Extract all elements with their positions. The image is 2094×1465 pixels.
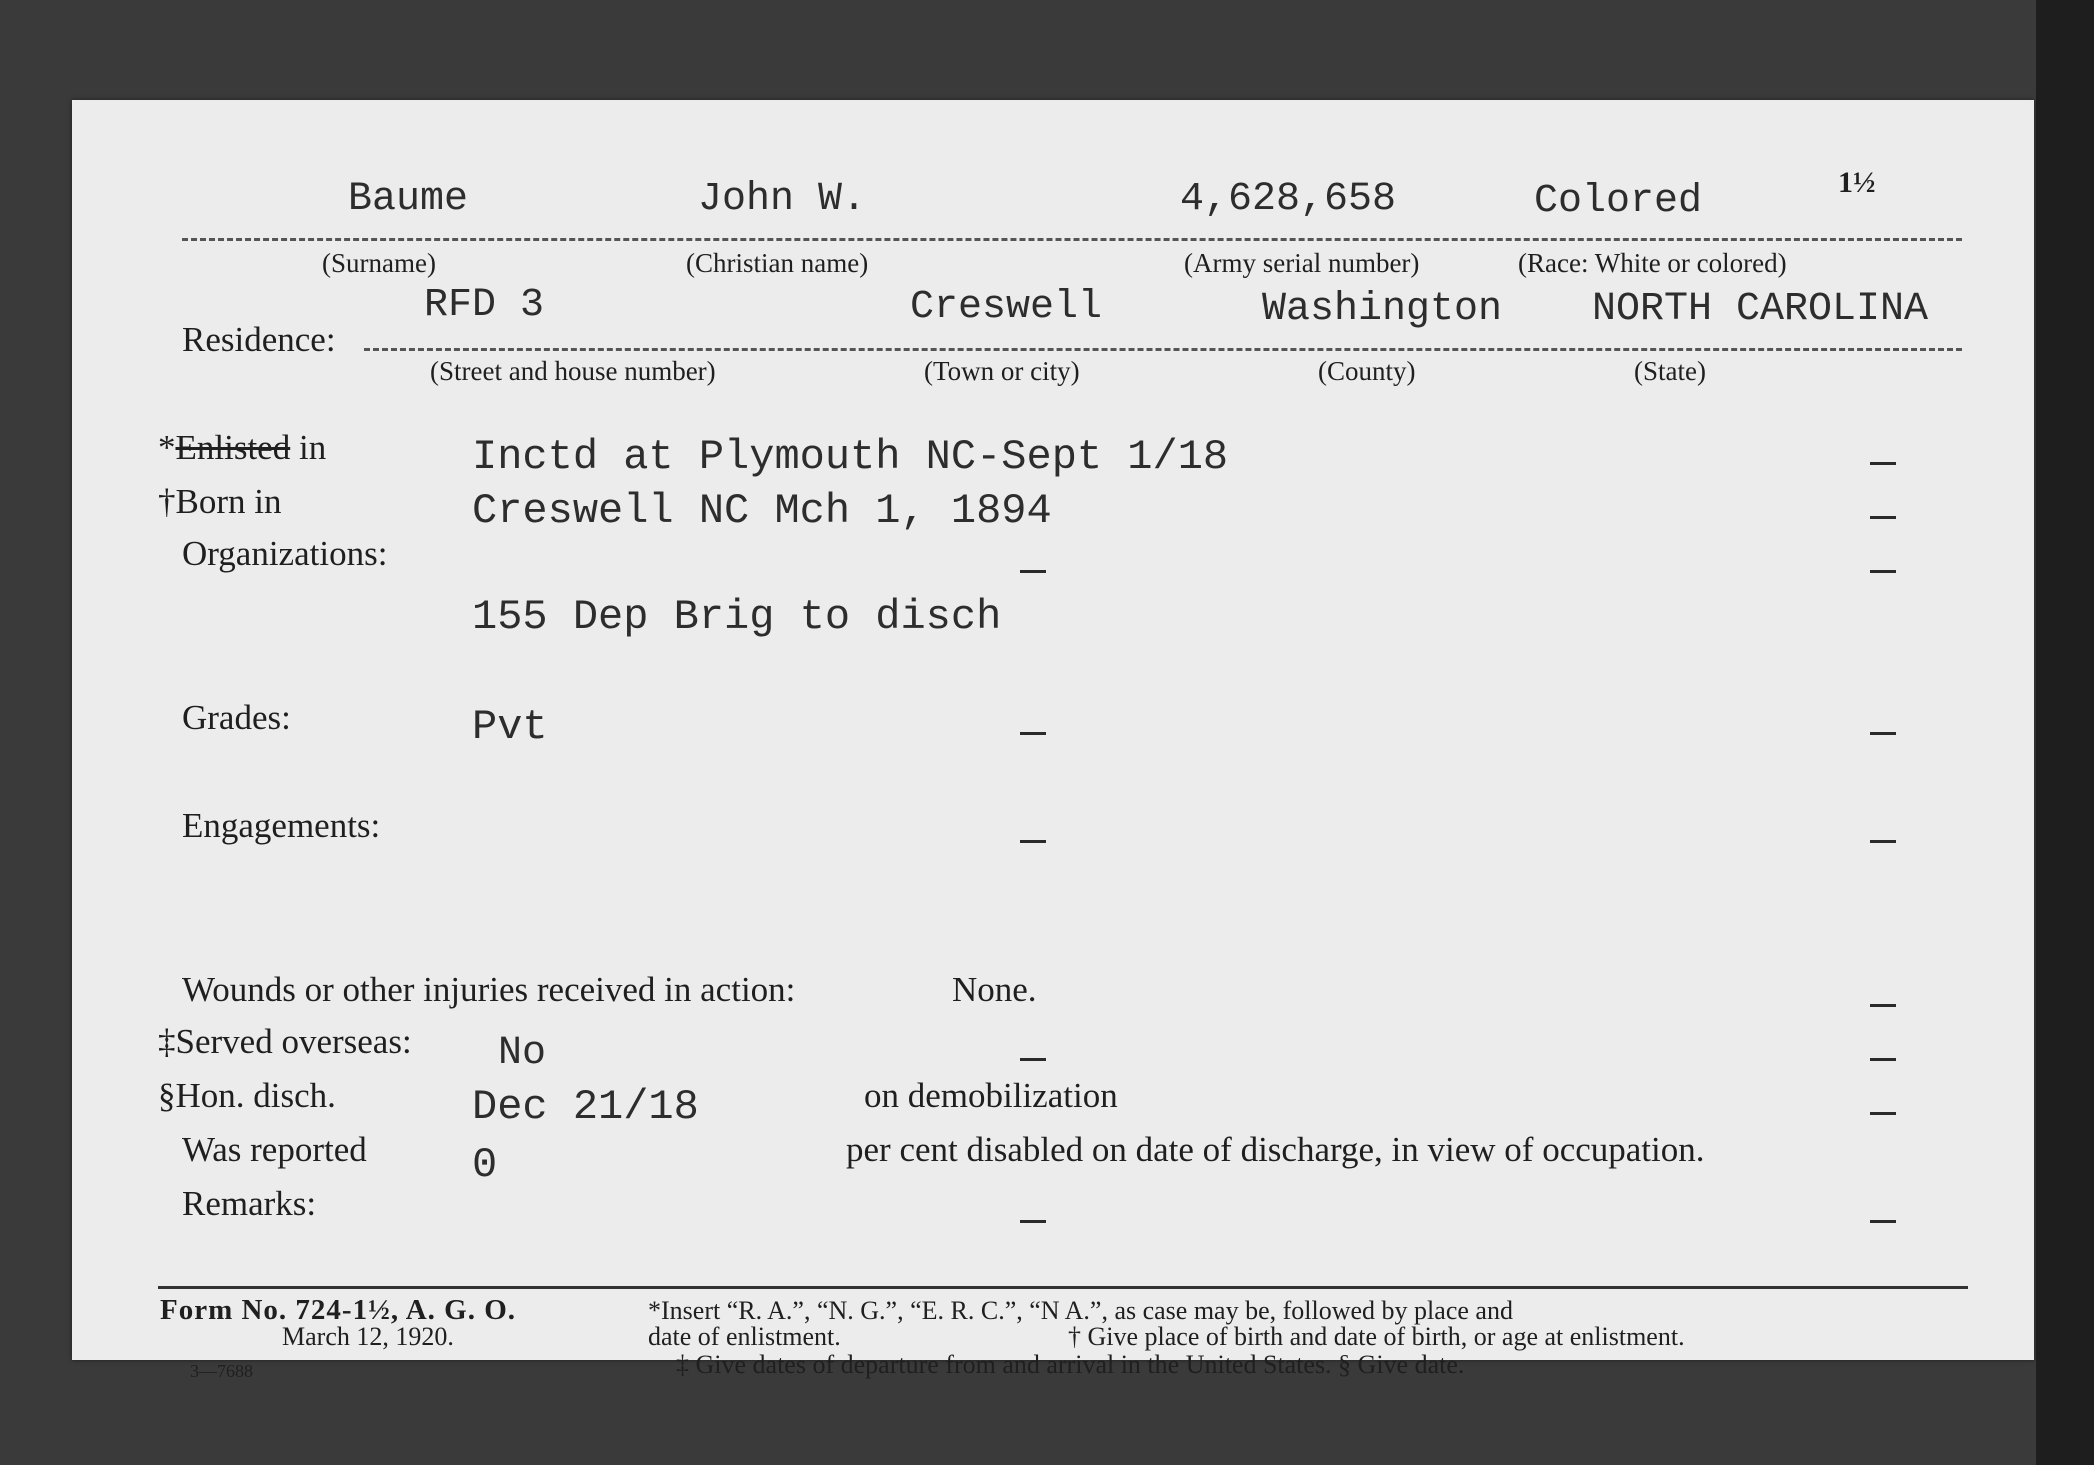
town-caption: (Town or city): [924, 356, 1080, 386]
grades-label: Grades:: [182, 698, 291, 737]
serial-number-value: 4,628,658: [1180, 177, 1397, 222]
dash: [1870, 1058, 1896, 1061]
state-caption: (State): [1634, 356, 1706, 386]
residence-state-value: NORTH CAROLINA: [1592, 287, 1929, 332]
dash: [1870, 570, 1896, 573]
christian-name-value: John W.: [698, 177, 867, 222]
footnote-line-1: *Insert “R. A.”, “N. G.”, “E. R. C.”, “N A.”, as case may be, followed by place and: [648, 1296, 1513, 1325]
surname-value: Baume: [348, 177, 469, 222]
scan-background-edge: [2036, 0, 2094, 1465]
footer-rule: [158, 1286, 1968, 1289]
born-value: Creswell NC Mch 1, 1894: [472, 487, 1052, 535]
dash: [1020, 732, 1046, 735]
enlisted-struck-word: Enlisted: [175, 428, 291, 467]
dash: [1870, 1112, 1896, 1115]
residence-street-value: RFD 3: [424, 283, 545, 328]
dash: [1020, 840, 1046, 843]
serial-number-caption: (Army serial number): [1184, 248, 1420, 278]
hon-disch-note: on demobilization: [864, 1076, 1118, 1115]
surname-caption: (Surname): [322, 248, 436, 278]
enlisted-label: [158, 430, 326, 465]
served-overseas-label: ‡Served overseas:: [158, 1022, 412, 1061]
residence-label: Residence:: [182, 320, 336, 359]
form-number: Form No. 724-1½, A. G. O.: [160, 1294, 517, 1326]
wounds-value: None.: [952, 970, 1037, 1009]
organizations-value: 155 Dep Brig to disch: [472, 593, 1002, 641]
enlisted-in-word: in: [290, 428, 327, 467]
dash: [1020, 570, 1046, 573]
hon-disch-label: §Hon. disch.: [158, 1076, 336, 1115]
residence-town-value: Creswell: [910, 285, 1103, 330]
enlisted-mark: *: [158, 428, 176, 467]
enlisted-value: Inctd at Plymouth NC-Sept 1/18: [472, 433, 1229, 481]
wounds-label: Wounds or other injuries received in action:: [182, 970, 796, 1009]
race-value: Colored: [1534, 179, 1703, 224]
christian-name-caption: (Christian name): [686, 248, 869, 278]
remarks-label: Remarks:: [182, 1184, 317, 1223]
street-caption: (Street and house number): [430, 356, 716, 386]
dash: [1870, 1220, 1896, 1223]
form-date: March 12, 1920.: [282, 1322, 454, 1351]
disabled-note: per cent disabled on date of discharge, in view of occupation.: [846, 1130, 1705, 1169]
was-reported-value: 0: [472, 1141, 498, 1189]
record-card: [72, 100, 2034, 1381]
grades-value: Pvt: [472, 703, 548, 751]
dash: [1870, 1004, 1896, 1007]
dash: [1870, 462, 1896, 465]
dash: [1870, 840, 1896, 843]
dash: [1870, 732, 1896, 735]
dash: [1020, 1058, 1046, 1061]
form-code: 3—7688: [190, 1361, 253, 1381]
footnote-line-2b: † Give place of birth and date of birth, or age at enlistment.: [1068, 1322, 1685, 1351]
card-fraction: 1½: [1838, 166, 1876, 199]
served-overseas-value: No: [498, 1031, 547, 1076]
dash: [1020, 1220, 1046, 1223]
residence-county-value: Washington: [1262, 287, 1503, 332]
race-caption: (Race: White or colored): [1518, 248, 1787, 278]
was-reported-label: Was reported: [182, 1130, 367, 1169]
engagements-label: Engagements:: [182, 806, 381, 845]
footnote-line-3: ‡ Give dates of departure from and arrival in the United States. § Give date.: [676, 1350, 1465, 1379]
footnote-line-2a: date of enlistment.: [648, 1322, 841, 1351]
dash: [1870, 516, 1896, 519]
residence-dotted-line: [364, 348, 1962, 351]
top-dotted-line: [182, 238, 1962, 241]
county-caption: (County): [1318, 356, 1416, 386]
born-in-label: †Born in: [158, 482, 282, 521]
organizations-label: Organizations:: [182, 534, 388, 573]
hon-disch-value: Dec 21/18: [472, 1083, 699, 1131]
